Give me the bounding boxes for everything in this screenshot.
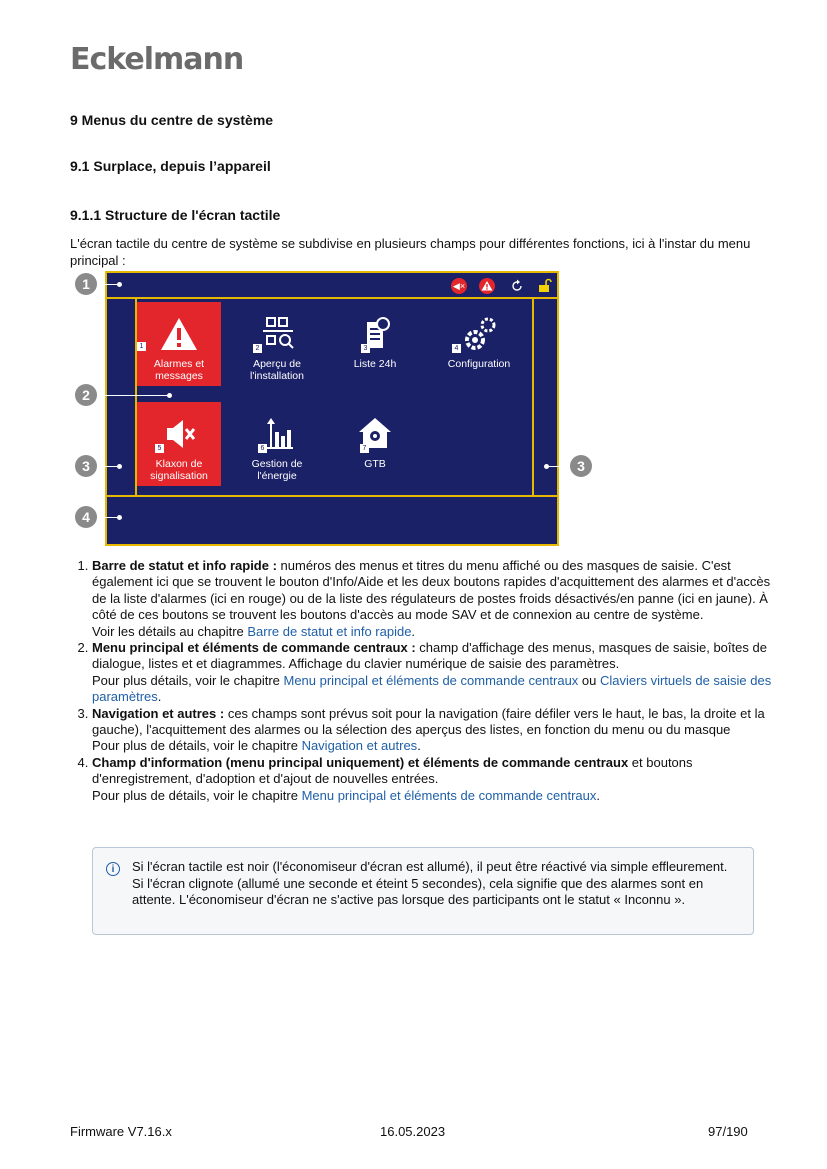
item-text: champ d'affichage des menus, masques de saisie, boîtes de dialogue, listes et et diagrammes. Affichage du clavier numérique de saisie des paramètres. xyxy=(92,640,767,672)
item-title: Menu principal et éléments de commande centraux : xyxy=(92,640,416,656)
horn-mute-icon[interactable]: ◀× xyxy=(451,278,467,294)
callout-1: 1 xyxy=(75,273,97,295)
brand-logo: Eckelmann xyxy=(70,42,244,77)
item-ref-prefix: Pour plus détails, voir le chapitre xyxy=(92,672,284,688)
gears-icon xyxy=(457,312,501,356)
item-text: et boutons d'enregistrement, d'adoption et d'ajout de nouvelles entrées. xyxy=(92,754,693,787)
item-text: numéros des menus et titres du menu affiché ou des masques de saisie. C'est également ici que se trouvent le bouton d'Info/Aide et les deux boutons rapides d'acquittement des alarmes et d'accès de la liste d'alarmes (ici en rouge) ou de la liste des régulateurs de postes froids désactivés/en panne (ici en jaune). À côté de ces boutons se trouvent les boutons d'accès au mode SAV et de connexion au centre de système. xyxy=(92,558,771,623)
tile-label: GTB xyxy=(364,458,386,470)
horn-icon xyxy=(159,412,199,456)
tile-energy[interactable] xyxy=(235,402,319,486)
tile-label: Gestion de l'énergie xyxy=(251,458,303,482)
item-ref-suffix: . xyxy=(157,689,162,705)
tile-label: Alarmes et messages xyxy=(153,358,205,382)
alarm-icon[interactable] xyxy=(479,278,495,294)
list-item xyxy=(92,640,782,706)
footer-firmware: Firmware V7.16.x xyxy=(70,1124,172,1139)
warning-icon xyxy=(159,312,199,356)
tile-number-badge: 7 xyxy=(360,444,369,453)
tile-label: Liste 24h xyxy=(353,358,397,370)
tile-list-24h[interactable] xyxy=(333,302,417,386)
tile-label: Aperçu de l'installation xyxy=(250,358,304,382)
item-ref-suffix: . xyxy=(417,738,421,754)
callout-3-right: 3 xyxy=(570,455,592,477)
item-ref-suffix: . xyxy=(411,623,416,639)
chapter-link[interactable]: Barre de statut et info rapide xyxy=(247,623,412,639)
chapter-link[interactable]: Menu principal et éléments de commande centraux xyxy=(283,672,579,688)
item-title: Champ d'information (menu principal uniquement) et éléments de commande centraux xyxy=(92,754,629,770)
unlock-icon[interactable] xyxy=(537,277,553,294)
tile-alarms[interactable] xyxy=(137,302,221,386)
footer-date: 16.05.2023 xyxy=(380,1124,446,1139)
tile-number-badge: 4 xyxy=(452,344,461,353)
tile-gtb[interactable] xyxy=(333,402,417,486)
footer-page-number: 97/190 xyxy=(708,1124,748,1139)
tile-number-badge: 3 xyxy=(361,344,370,353)
list-item xyxy=(92,706,782,755)
info-note-text: Si l'écran tactile est noir (l'économiseur d'écran est allumé), il peut être réactivé via simple effleurement. Si l'écran clignote (allumé une seconde et éteint 5 secondes), cela signifie que des alarmes sont en attente. L'économiseur d'écran ne s'active pas lorsque des participants ont le statut « Inconnu ». xyxy=(132,859,728,907)
callout-3-left: 3 xyxy=(75,455,97,477)
callout-2: 2 xyxy=(75,384,97,406)
tile-configuration[interactable] xyxy=(431,302,527,386)
heading-2: 9.1 Surplace, depuis l’appareil xyxy=(70,158,271,174)
info-icon: i xyxy=(106,862,120,876)
tile-number-badge: 6 xyxy=(258,444,267,453)
chapter-link[interactable]: Claviers virtuels de saisie des paramètres xyxy=(92,672,772,705)
tile-number-badge: 5 xyxy=(155,444,164,453)
tile-horn[interactable] xyxy=(137,402,221,486)
field-description-list xyxy=(70,558,782,804)
tile-number-badge: 1 xyxy=(137,342,146,351)
item-ref-suffix: . xyxy=(596,787,601,803)
item-ref-mid: ou xyxy=(578,672,600,688)
tile-number-badge: 2 xyxy=(253,344,262,353)
list-item xyxy=(92,558,782,640)
chapter-link[interactable]: Menu principal et éléments de commande centraux xyxy=(301,787,597,803)
heading-3: 9.1.1 Structure de l'écran tactile xyxy=(70,207,281,223)
item-ref-prefix: Pour plus de détails, voir le chapitre xyxy=(92,787,302,803)
tile-installation-overview[interactable] xyxy=(235,302,319,386)
item-text: ces champs sont prévus soit pour la navigation (faire défiler vers le haut, le bas, la droite et la gauche), l'acquittement des alarmes ou la sélection des aperçus des listes, en fonction du menu ou du masque xyxy=(92,705,765,738)
item-ref-prefix: Pour plus de détails, voir le chapitre xyxy=(92,738,302,754)
tile-label: Configuration xyxy=(447,358,511,370)
touchscreen-figure xyxy=(105,271,559,546)
item-title: Barre de statut et info rapide : xyxy=(92,558,277,573)
intro-paragraph: L'écran tactile du centre de système se subdivise en plusieurs champs pour différentes fonctions, ici à l'instar du menu principal : xyxy=(70,236,751,268)
item-title: Navigation et autres : xyxy=(92,705,225,721)
callout-4: 4 xyxy=(75,506,97,528)
item-ref-prefix: Voir les détails au chapitre xyxy=(92,623,248,639)
chapter-link[interactable]: Navigation et autres xyxy=(301,738,418,754)
tile-label: Klaxon de signalisation xyxy=(150,458,208,482)
list-item xyxy=(92,755,782,804)
heading-1: 9 Menus du centre de système xyxy=(70,112,274,128)
refresh-icon[interactable] xyxy=(509,278,525,294)
